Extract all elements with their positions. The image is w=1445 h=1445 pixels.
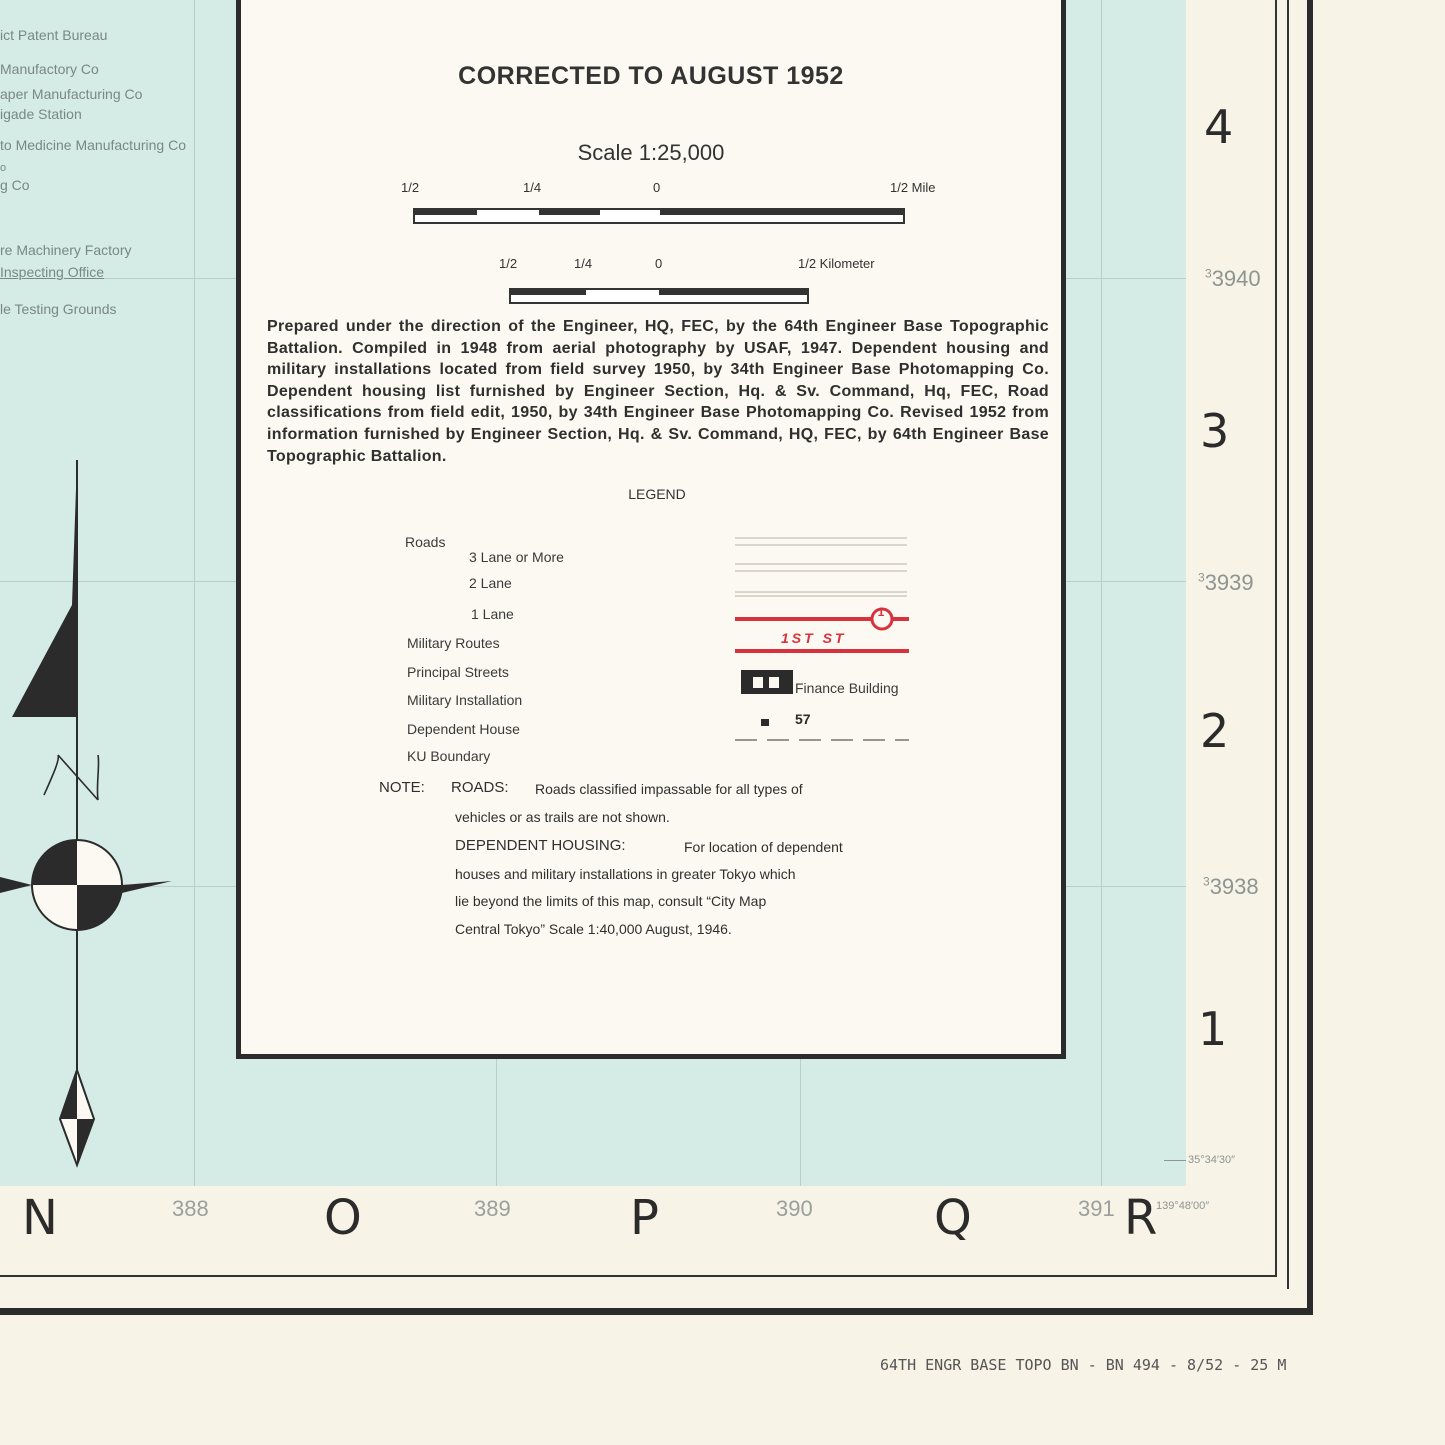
scale-tick: 1/4 [574, 256, 593, 271]
row-label: 2 [1200, 704, 1230, 758]
latitude-label: 35°34′30″ [1188, 1154, 1236, 1166]
index-item: Inspecting Office [0, 264, 105, 280]
column-label: N [22, 1190, 58, 1246]
note-text: vehicles or as trails are not shown. [455, 809, 670, 825]
index-item: aper Manufacturing Co [0, 86, 143, 102]
scale-tick: 1/2 [401, 180, 420, 195]
legend-label: 1 Lane [471, 606, 514, 622]
index-item: igade Station [0, 106, 82, 122]
scale-tick: 1/4 [523, 180, 542, 195]
legend-label: Principal Streets [407, 664, 509, 680]
legend-label: Military Routes [407, 635, 500, 651]
easting-label: 390 [776, 1196, 813, 1221]
house-number-sample: 57 [795, 711, 811, 727]
index-item: Manufactory Co [0, 61, 99, 77]
row-label: 4 [1204, 100, 1234, 154]
index-item: to Medicine Manufacturing Co [0, 137, 186, 153]
scale-tick: 1/2 Kilometer [798, 256, 875, 271]
route-number: 1 [877, 605, 885, 619]
note-housing-label: DEPENDENT HOUSING: [455, 837, 626, 854]
index-item: o [0, 162, 7, 174]
column-label: P [630, 1190, 659, 1246]
longitude-label: 139°48′00″ [1156, 1200, 1210, 1212]
note-roads-label: ROADS: [451, 779, 509, 796]
note-label: NOTE: [379, 779, 425, 796]
northing-label: $^3$3940 [1205, 266, 1261, 291]
legend-label: KU Boundary [407, 748, 491, 764]
index-item: le Testing Grounds [0, 301, 117, 317]
note-text: Roads classified impassable for all types of [535, 781, 803, 797]
index-item: re Machinery Factory [0, 242, 132, 258]
street-name-sample: 1ST ST [781, 630, 847, 646]
row-label: 3 [1200, 404, 1230, 458]
legend-label: Dependent House [407, 721, 520, 737]
row-label: 1 [1198, 1002, 1228, 1056]
preparation-note: Prepared under the direction of the Engineer, HQ, FEC, by the 64th Engineer Base Topographic Battalion. Compiled in 1948 from aerial photography by USAF, 1947. Dependent housing and military installations located from field survey 1950, by 34th Engineer Base Photomapping Co. Dependent housing list furnished by Engineer Section, Hq. & Sv. Command, Hq, FEC, Road classifications from field edit, 1950, by 34th Engineer Base Photomapping Co. Revised 1952 from information furnished by Engineer Section, Hq. & Sv. Command, HQ, FEC, by 64th Engineer Base Topographic Battalion. [267, 318, 1049, 465]
column-label: O [324, 1190, 362, 1246]
legend-label: Military Installation [407, 692, 523, 708]
northing-label: $^3$3939 [1198, 570, 1254, 595]
column-label: R [1124, 1190, 1158, 1246]
legend-label: Roads [405, 534, 446, 550]
legend-label: 3 Lane or More [469, 549, 564, 565]
scale-tick: 1/2 [499, 256, 518, 271]
legend-title: LEGEND [628, 486, 686, 502]
scale-label: Scale 1:25,000 [577, 140, 725, 165]
printer-imprint: 64TH ENGR BASE TOPO BN - BN 494 - 8/52 - 25 M [880, 1356, 1287, 1374]
easting-label: 389 [474, 1196, 511, 1221]
northing-label: $^3$3938 [1203, 874, 1259, 899]
easting-label: 391 [1078, 1196, 1115, 1221]
column-label: Q [934, 1190, 972, 1246]
note-text: Central Tokyo” Scale 1:40,000 August, 1946. [455, 921, 732, 937]
easting-label: 388 [172, 1196, 209, 1221]
legend-label: 2 Lane [469, 575, 512, 591]
finance-building-label: Finance Building [795, 680, 899, 696]
index-item: ict Patent Bureau [0, 27, 108, 43]
note-text: For location of dependent [684, 839, 843, 855]
note-text: lie beyond the limits of this map, consult “City Map [455, 893, 767, 909]
scale-tick: 0 [655, 256, 663, 271]
note-text: houses and military installations in greater Tokyo which [455, 866, 796, 882]
scale-tick: 0 [653, 180, 661, 195]
index-item: g Co [0, 177, 30, 193]
panel-title: CORRECTED TO AUGUST 1952 [458, 62, 844, 90]
scale-tick: 1/2 Mile [890, 180, 936, 195]
